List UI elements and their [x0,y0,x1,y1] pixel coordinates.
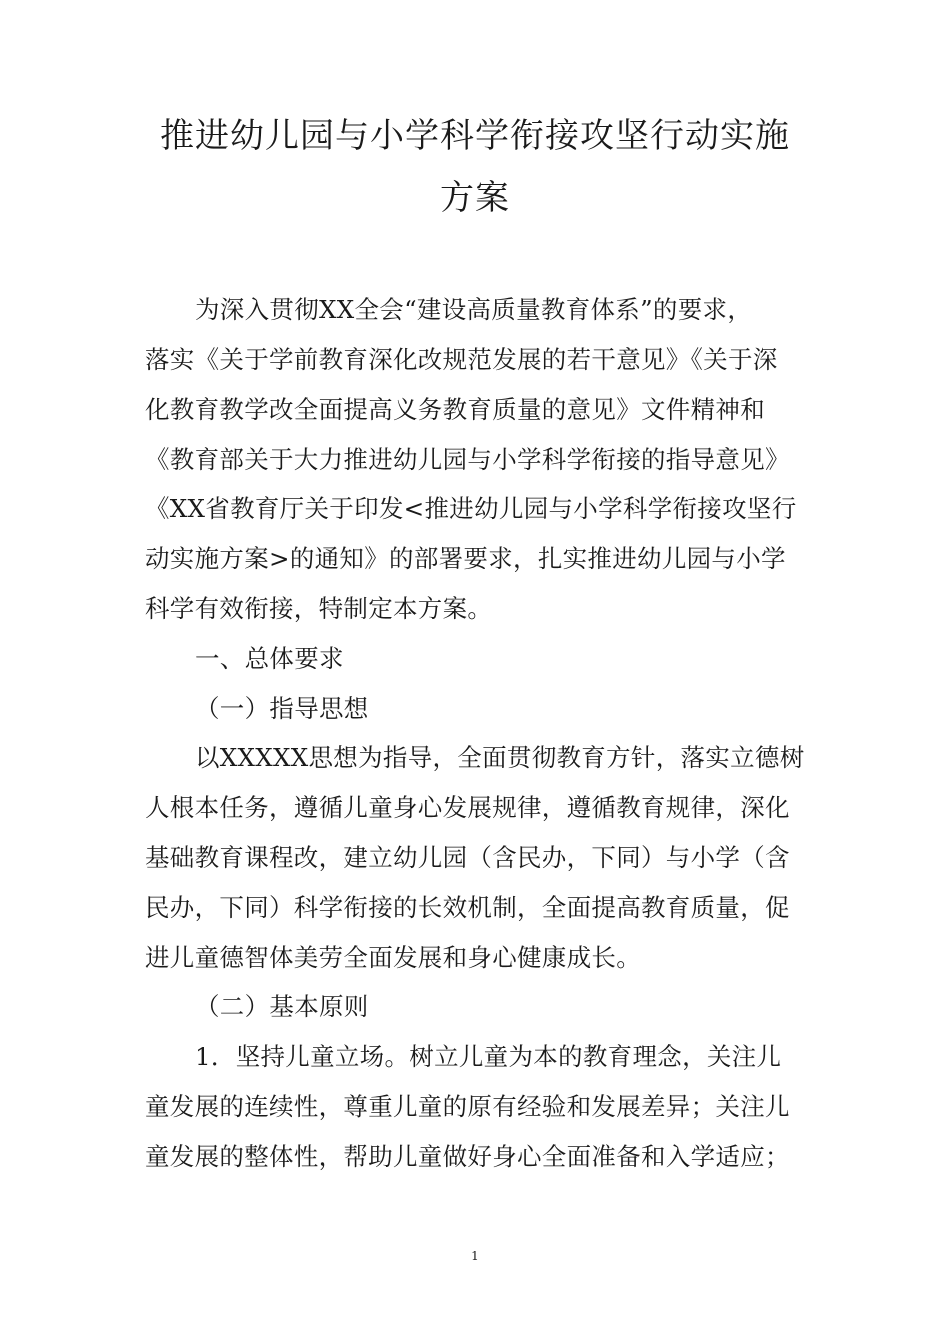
subsection-heading: （一）指导思想 [195,694,369,723]
page-number: 1 [471,1249,479,1263]
body-line: 1．坚持儿童立场。树立儿童为本的教育理念，关注儿 [195,1042,782,1071]
body-line: 童发展的整体性，帮助儿童做好身心全面准备和入学适应； [145,1142,790,1171]
section-heading: 一、总体要求 [195,644,344,673]
document-title-line-1: 推进幼儿园与小学科学衔接攻坚行动实施 [160,116,790,156]
body-line: 进儿童德智体美劳全面发展和身心健康成长。 [145,943,641,972]
body-line: 民办，下同）科学衔接的长效机制，全面提高教育质量，促 [145,893,790,922]
body-line: 以XXXXX思想为指导，全面贯彻教育方针，落实立德树 [195,743,805,772]
body-line: 基础教育课程改，建立幼儿园（含民办，下同）与小学（含 [145,843,790,872]
body-line: 《XX省教育厅关于印发<推进幼儿园与小学科学衔接攻坚行 [145,494,797,523]
subsection-heading: （二）基本原则 [195,992,369,1021]
body-line: 为深入贯彻XX全会“建设高质量教育体系”的要求， [195,295,753,324]
body-line: 化教育教学改全面提高义务教育质量的意见》文件精神和 [145,395,765,424]
body-line: 落实《关于学前教育深化改规范发展的若干意见》《关于深 [145,345,778,374]
body-line: 科学有效衔接，特制定本方案。 [145,594,493,623]
document-title-line-2: 方案 [440,178,510,218]
body-line: 动实施方案>的通知》的部署要求，扎实推进幼儿园与小学 [145,544,786,573]
body-line: 人根本任务，遵循儿童身心发展规律，遵循教育规律，深化 [145,793,790,822]
body-line: 童发展的连续性，尊重儿童的原有经验和发展差异；关注儿 [145,1092,790,1121]
body-line: 《教育部关于大力推进幼儿园与小学科学衔接的指导意见》 [145,445,790,474]
